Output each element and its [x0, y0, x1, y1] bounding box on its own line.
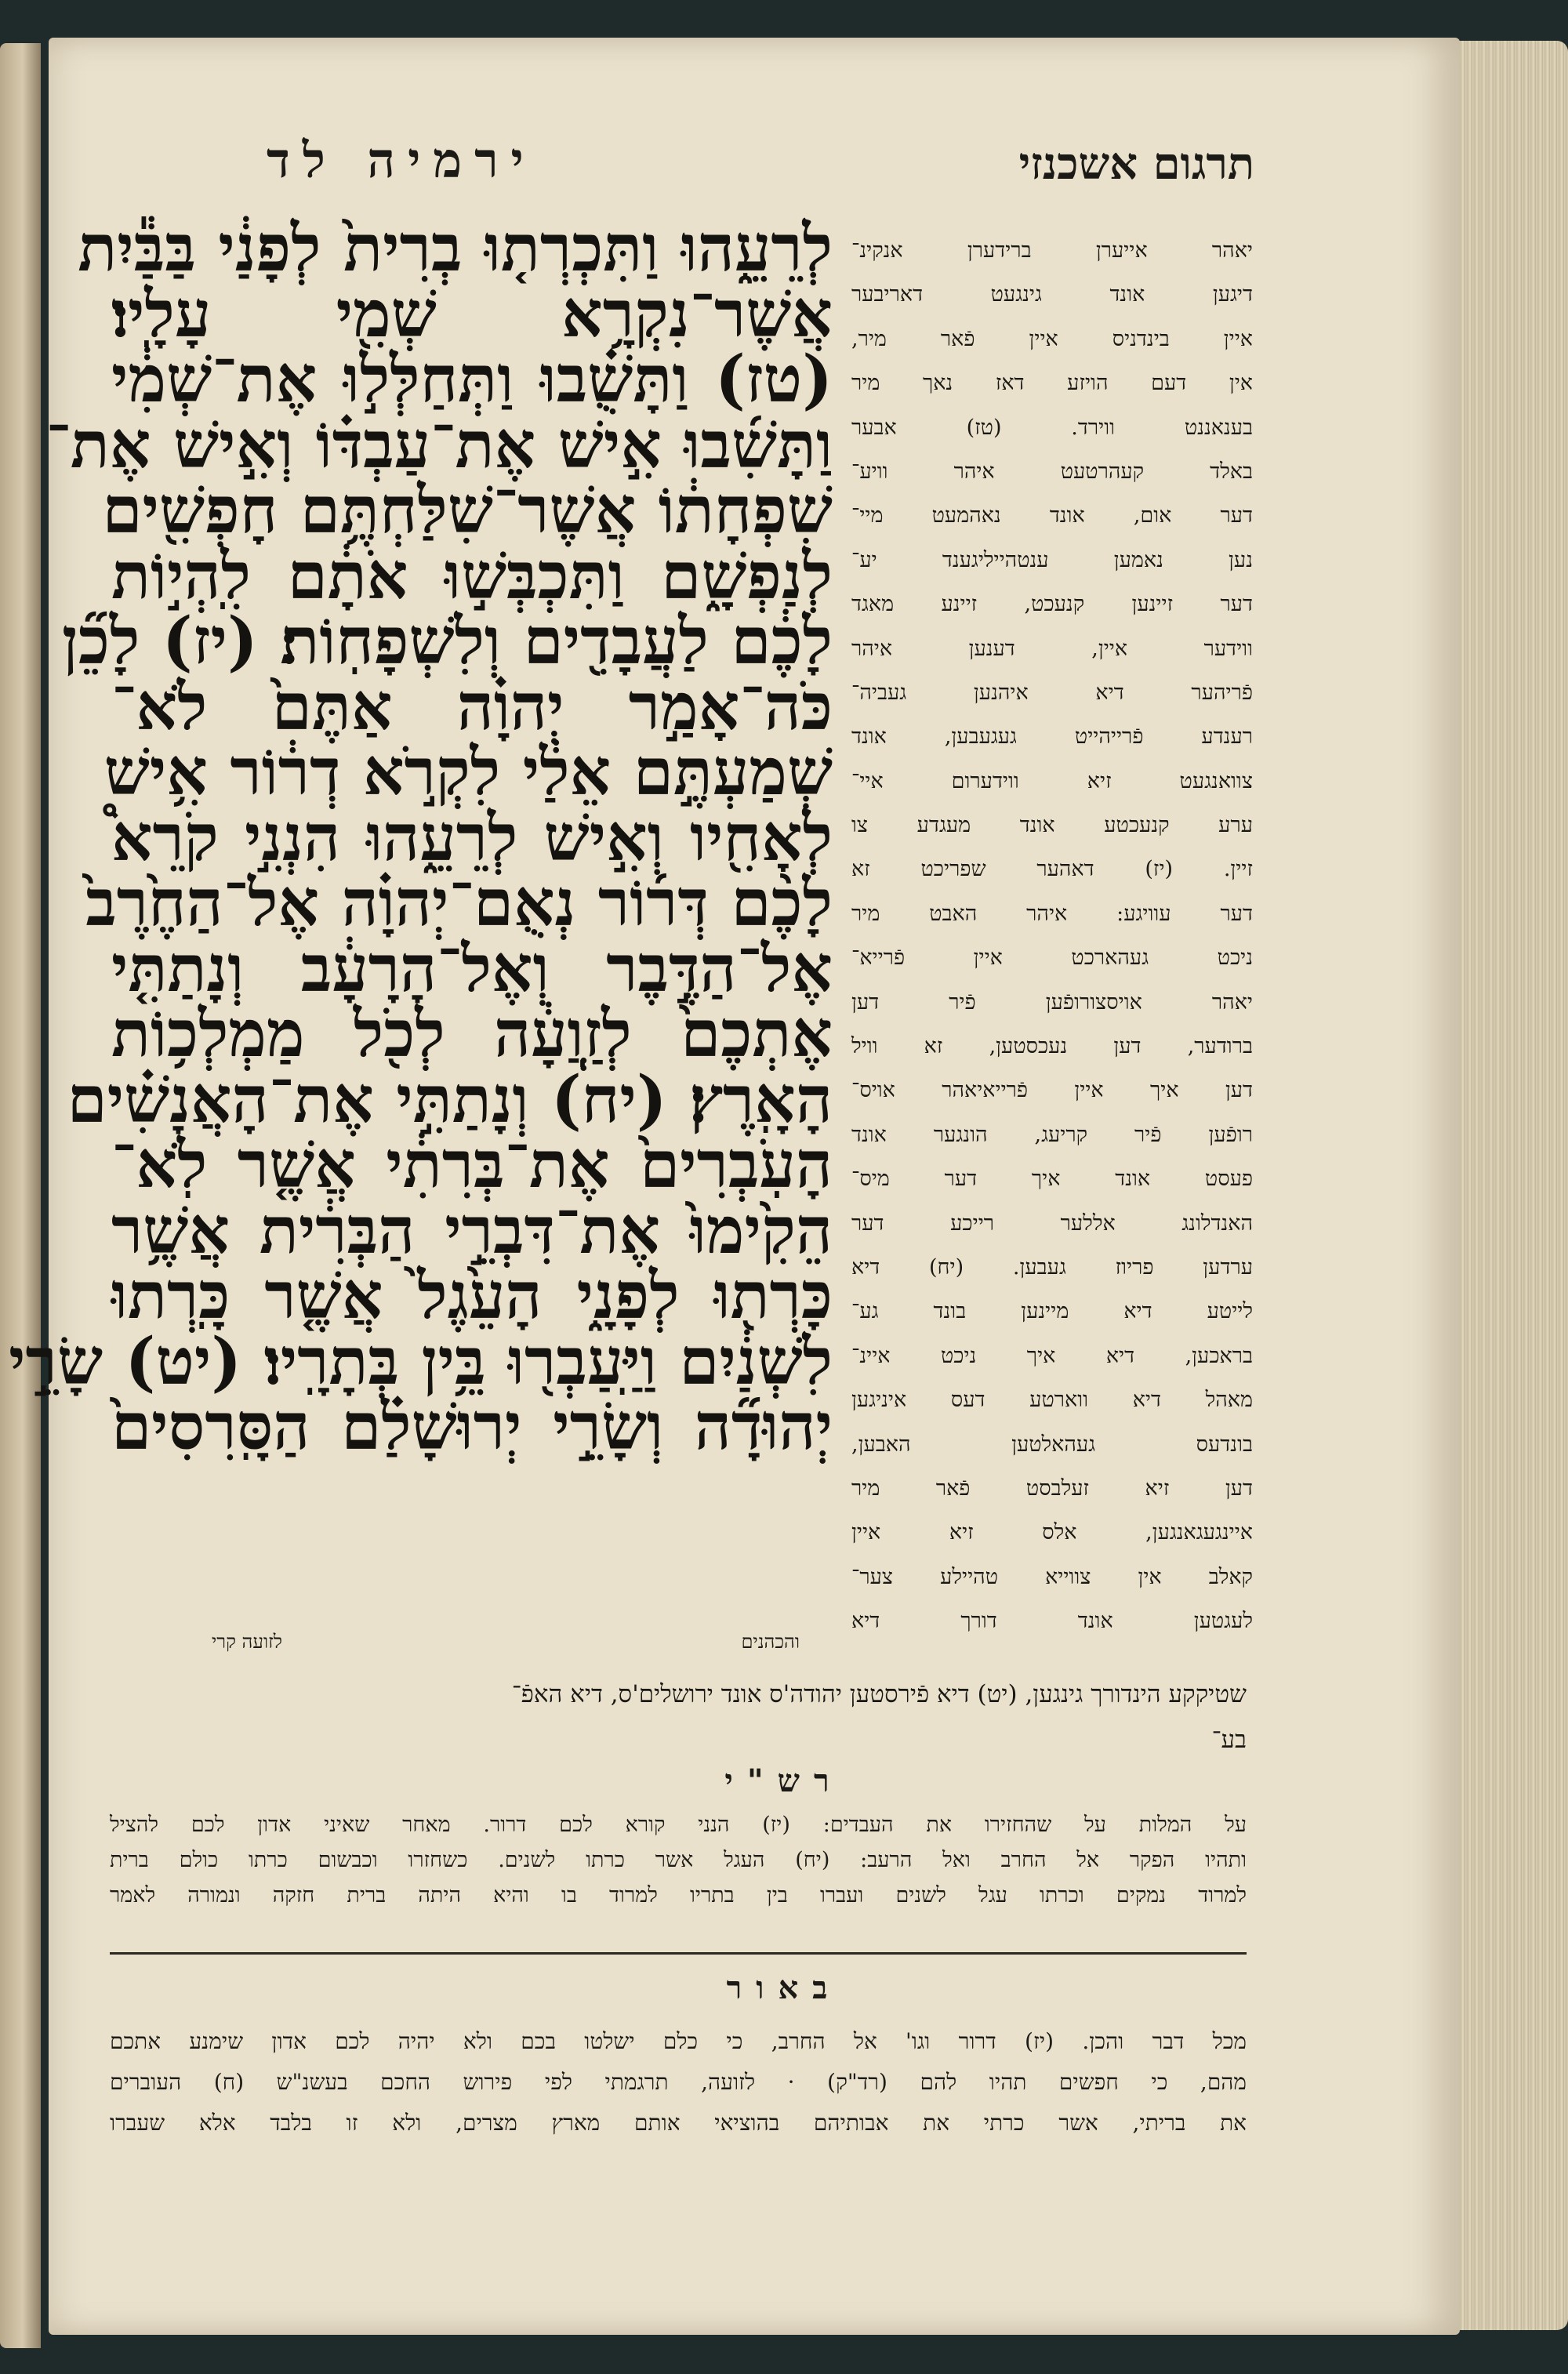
main-text-line: אֲשֶׁר־נִקְרָ֥א שְׁמִ֖י עָלָֽיו׃	[111, 276, 833, 352]
rashi-commentary	[110, 1807, 1247, 1913]
main-text-line: לְאָחִ֖יו וְאִ֣ישׁ לְרֵעֵ֑הוּ הִנְנִ֣י קֹרֵא֩	[111, 800, 833, 876]
rashi-line: למרוד נמקים וכרתו עגל לשנים ועברו בין בתריו למרוד בו והיא היתה ברית חזקה ונמורה לאמר	[110, 1883, 1247, 1908]
main-text-line: וַתָּשִׁ֜בוּ אִ֣ישׁ אֶת־עַבְדּ֗וֹ וְאִ֣ישׁ אֶת־	[45, 407, 833, 483]
translation-line: יאהר אייערן ברידערן אנקינ־	[851, 238, 1253, 263]
section-divider	[110, 1952, 1247, 1955]
biur-commentary	[110, 2021, 1247, 2143]
translation-line: ברודער, דען נעכסטען, זא וויל	[851, 1034, 1253, 1059]
translation-line: ווידער איין, דענען איהר	[851, 636, 1253, 661]
main-text-line: שְׁמַעְתֶּ֣ם אֵלַ֔י לִקְרֹ֣א דְר֔וֹר אִ֥ישׁ	[103, 735, 833, 810]
biur-line: את בריתי, אשר כרתי את אבותיהם בהוציאי אותם מארץ מצרים, ולא זו בלבד אלא שעברו	[110, 2110, 1247, 2136]
translation-line: פֿריהער דיא איהנען געביה־	[851, 680, 1253, 705]
translation-line: דען איך איין פֿרייאיאהר אויס־	[851, 1078, 1253, 1103]
translation-line: נען נאמען ענטהייליגענד יע־	[851, 547, 1253, 572]
translation-line: בענאננט ווירד. (טז) אבער	[851, 415, 1253, 440]
translation-line: רענדע פֿרייהייט געגעבען, אונד	[851, 724, 1253, 750]
biur-line: מהם, כי חפשים תהיו להם (רד"ק) · לזועה, תרגמתי לפי פירוש החכם בעשנ"ש (ח) העוברים	[110, 2069, 1247, 2095]
biur-line: מכל דבר והכן. (יז) דרור וגו' אל החרב, כי כלם ישלטו בכם ולא יהיה לכם אדון שימנע אתכם	[110, 2028, 1247, 2054]
translation-continuation-line: שטיקקע הינדורך גינגען, (יט) דיא פֿירסטען יהודה'ס אונד ירושלים'ס, דיא האפֿ־	[511, 1680, 1247, 1708]
translation-continuation	[110, 1672, 1247, 1762]
main-text-line: כָּרְת֖וּ לְפָנָ֑י הָעֵ֙גֶל֙ אֲשֶׁ֤ר כָּֽרְתוּ	[111, 1258, 833, 1334]
translation-continuation-line: בע־	[1211, 1726, 1247, 1754]
main-text-line: לִשְׁנַ֔יִם וַיַּֽעַבְר֖וּ בֵּ֥ין בְּתָרָֽיו׃ (יט) שָׂרֵ֣י	[9, 1323, 833, 1399]
translation-line: דיגען אונד גינגעט דאריבער	[851, 282, 1253, 307]
main-text-line: (טז) וַתָּשֻׁ֗בוּ וַתְּחַלְּל֣וּ אֶת־שְׁמִ֔י	[111, 342, 833, 417]
translation-line: יאהר אויסצורופֿען פֿיר דען	[851, 989, 1253, 1015]
rashi-heading: רש"י	[724, 1762, 844, 1799]
translation-line: מאהל דיא ווארטע דעס איניגען	[851, 1388, 1253, 1413]
main-text-line: שִׁפְחָת֔וֹ אֲשֶׁר־שִׁלַּחְתֶּ֥ם חָפְשִׁ֖ים	[102, 473, 833, 548]
translation-line: דער עוויגע: איהר האבט מיר	[851, 901, 1253, 926]
main-text-line: יְהוּדָ֞ה וְשָׂרֵ֣י יְרוּשָׁלַ֗ם הַסָּֽרִסִים֙	[111, 1389, 833, 1465]
biur-heading: באור	[726, 1969, 842, 2006]
rashi-line: ותהיו הפקר אל החרב ואל הרעב: (יח) העגל אשר כרתו לשנים. כשחזרו וכבשום כרתו כולם ברית	[110, 1848, 1247, 1872]
main-text-line: לָכֶ֔ם לַעֲבָדִ֖ים וְלִשְׁפָחֽוֹת׃ (יז) לָכֵ֞ן	[62, 604, 833, 679]
translation-line: באלד קעהרטעט איהר וויע־	[851, 459, 1253, 484]
translation-line: בראכען, דיא איך ניכט איינ־	[851, 1343, 1253, 1368]
main-hebrew-text	[9, 211, 833, 1651]
translation-line: פעסט אונד איך דער מיס־	[851, 1167, 1253, 1192]
main-text-line: לְנַפְשָׁ֑ם וַתִּכְבְּשׁ֣וּ אֹתָ֔ם לִֽהְי֣וֹת	[111, 538, 833, 614]
page-title-book: ירמיה לד	[267, 132, 536, 189]
main-text-line: הָאָֽרֶץ׃ (יח) וְנָתַתִּ֣י אֶת־הָאֲנָשִׁ֗ים	[67, 1062, 833, 1138]
translation-line: לייטע דיא מיינען בונד גע־	[851, 1299, 1253, 1324]
main-text-line: הֵקִ֙ימוּ֙ אֶת־דִּבְרֵ֣י הַבְּרִ֔ית אֲשֶׁ֥ר	[111, 1192, 833, 1269]
main-text-line: הָעֹֽבְרִים֙ אֶת־בְּרִתִ֔י אֲשֶׁ֤ר לֹֽא־	[111, 1127, 833, 1203]
main-text-line: כֹּה־אָמַ֣ר יְהוָ֗ה אַתֶּם֙ לֹא־	[111, 669, 833, 745]
translation-line: איין בינדניס איין פֿאר מיר,	[851, 326, 1253, 351]
translation-line: צוואנגעט זיא ווידערום איי־	[851, 768, 1253, 793]
page-title-translation: תרגום אשכנזי	[1018, 138, 1254, 190]
translation-line: זיין. (יז) דאהער שפריכט זא	[851, 857, 1253, 882]
translation-column	[851, 229, 1253, 1672]
translation-line: האנדלונג אללער רייכע דער	[851, 1211, 1253, 1236]
catchwords-row	[133, 1631, 800, 1662]
translation-line: קאלב אין צווייא טהיילע צער־	[851, 1564, 1253, 1589]
main-text-line: לָכֶ֨ם דְּר֜וֹר נְאֻם־יְהוָ֗ה אֶל־הַחֶ֙רֶב֙	[85, 866, 833, 941]
translation-line: אין דעם הויזע דאז נאך מיר	[851, 371, 1253, 396]
rashi-line: על המלות על שהחזירו את העבדים: (יז) הנני קורא לכם דרור. מאחר שאיני אדון לכם להציל	[110, 1813, 1247, 1837]
main-text-line: לְרֵעֵ֑הוּ וַתִּכְרְת֤וּ בְרִית֙ לְפָנַ֔י בַּבַּ֕יִת	[78, 211, 833, 286]
catchword-keri: לזועה קרי	[212, 1631, 282, 1653]
translation-line: דען זיא זעלבסט פֿאר מיר	[851, 1476, 1253, 1501]
translation-line: איינגעגאנגען, אלס זיא איין	[851, 1520, 1253, 1545]
translation-line: בונדעס געהאלטען האבען,	[851, 1432, 1253, 1457]
main-text-line: אֶל־הַדֶּ֣בֶר וְאֶל־הָרָעָ֔ב וְנָתַתִּ֤י	[111, 931, 833, 1007]
translation-line: רופֿען פֿיר קריעג, הונגער אונד	[851, 1122, 1253, 1147]
translation-line: ערע קנעכטע אונד מעגדע צו	[851, 813, 1253, 838]
translation-line: דער זיינען קנעכט, זיינע מאגד	[851, 592, 1253, 617]
translation-line: ערדען פריוז געבען. (יח) דיא	[851, 1254, 1253, 1280]
translation-line: לעגטען אונד דורך דיא	[851, 1609, 1253, 1634]
catchword-next: והכהנים	[741, 1631, 800, 1653]
main-text-line: אֶתְכֶם֙ לְזַֽוֲעָ֔ה לְכֹ֖ל מַמְלְכ֥וֹת	[111, 996, 833, 1072]
translation-line: דער אום, אונד נאהמעט מיי־	[851, 503, 1253, 528]
translation-line: ניכט געהארכט איין פֿרייא־	[851, 946, 1253, 971]
